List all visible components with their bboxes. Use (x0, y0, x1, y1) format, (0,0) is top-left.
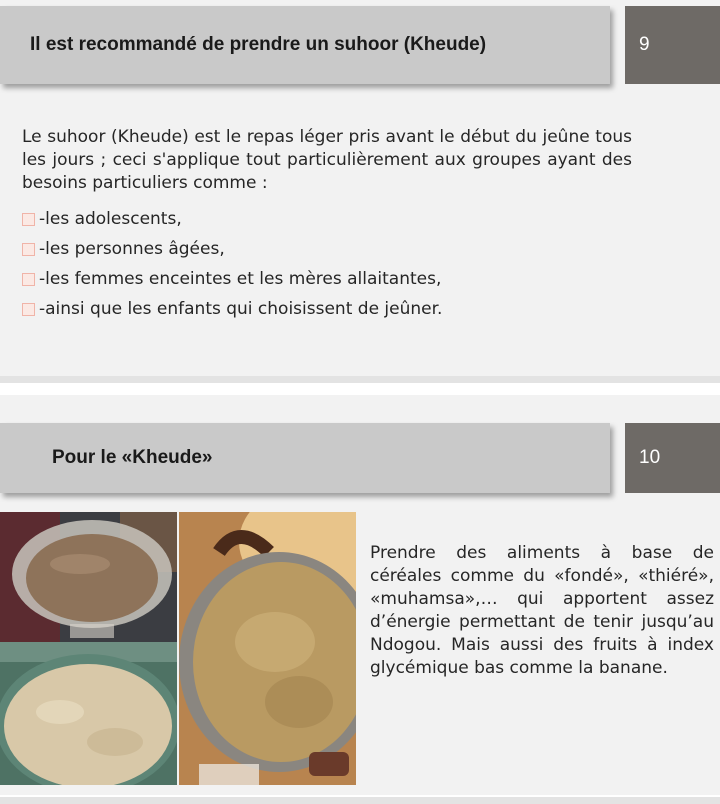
slide-title: Il est recommandé de prendre un suhoor (Kheude) (30, 34, 487, 55)
slide-number-label: 10 (639, 447, 661, 468)
list-item (22, 204, 642, 234)
bullet-text: -les femmes enceintes et les mères allaitantes, (39, 268, 442, 289)
list-item (22, 234, 642, 264)
slide-number-label: 9 (639, 34, 650, 55)
list-item (22, 264, 642, 294)
title-bar (0, 6, 610, 84)
fonde-bowl-photo (0, 512, 177, 642)
title-bar (0, 423, 610, 493)
slide-number (625, 423, 720, 493)
slide-9 (0, 0, 720, 376)
slide-title: Pour le «Kheude» (52, 447, 213, 468)
slide-10 (0, 395, 720, 795)
intro-paragraph: Le suhoor (Kheude) est le repas léger pris avant le début du jeûne tous les jours ; ceci s'applique tout particulièrement aux groupes ayant des besoins particuliers comme : (22, 127, 632, 193)
couscous-pot-photo (179, 512, 356, 785)
thiere-pot-photo (0, 642, 177, 785)
bullet-text: -ainsi que les enfants qui choisissent de jeûner. (39, 298, 443, 319)
slide-number (625, 6, 720, 84)
bullet-text: -les personnes âgées, (39, 238, 225, 259)
checkbox-square-icon (22, 273, 35, 286)
bullet-list (22, 204, 642, 324)
bullet-text: -les adolescents, (39, 208, 182, 229)
checkbox-square-icon (22, 303, 35, 316)
list-item (22, 294, 642, 324)
slide-divider (0, 797, 720, 804)
checkbox-square-icon (22, 213, 35, 226)
slide-divider (0, 376, 720, 383)
checkbox-square-icon (22, 243, 35, 256)
kheude-description: Prendre des aliments à base de céréales comme du «fondé», «thiéré», «muhamsa»,… qui apportent assez d’énergie permettant de tenir jusqu’au Ndogou. Mais aussi des fruits à index glycémique bas comme la banane. (370, 543, 714, 678)
